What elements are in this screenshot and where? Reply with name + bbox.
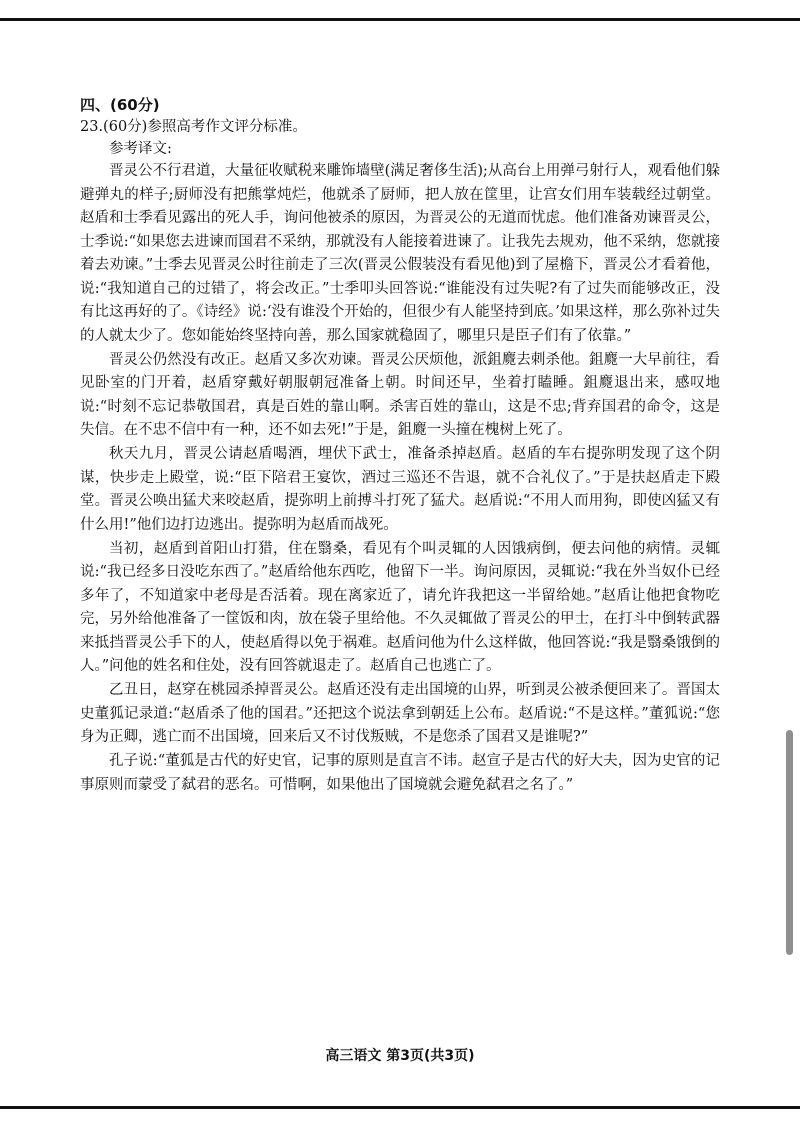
reference-translation-label: 参考译文: <box>109 141 172 157</box>
vertical-scrollbar-thumb[interactable] <box>786 730 793 955</box>
paragraph-6: 孔子说:“董狐是古代的好史官，记事的原则是直言不讳。赵宣子是古代的好大夫，因为史官的记事原则而蒙受了弑君的恶名。可惜啊，如果他出了国境就会避免弑君之名了。” <box>80 753 720 793</box>
section-heading: 四、(60分) <box>80 96 160 114</box>
bottom-border-rule <box>0 1106 800 1109</box>
paragraph-3: 秋天九月，晋灵公请赵盾喝酒，埋伏下武士，准备杀掉赵盾。赵盾的车右提弥明发现了这个阴谋，快步走上殿堂，说:“臣下陪君王宴饮，酒过三巡还不告退，就不合礼仪了。”于是扶赵盾走下殿堂。晋灵公唤出猛犬来咬赵盾，提弥明上前搏斗打死了猛犬。赵盾说:“不用人而用狗，即使凶猛又有什么用!”他们边打边逃出。提弥明为赵盾而战死。 <box>80 446 720 533</box>
paragraph-2: 晋灵公仍然没有改正。赵盾又多次劝谏。晋灵公厌烦他，派鉏麑去刺杀他。鉏麑一大早前往，看见卧室的门开着，赵盾穿戴好朝服朝冠准备上朝。时间还早，坐着打瞌睡。鉏麑退出来，感叹地说:“时刻不忘记恭敬国君，真是百姓的靠山啊。杀害百姓的靠山，这是不忠;背弃国君的命令，这是失信。在不忠不信中有一种，还不如去死!”于是，鉏麑一头撞在槐树上死了。 <box>80 351 720 438</box>
paragraph-4: 当初，赵盾到首阳山打猎，住在翳桑，看见有个叫灵辄的人因饿病倒，便去问他的病情。灵辄说:“我已经多日没吃东西了。”赵盾给他东西吃，他留下一半。询问原因，灵辄说:“我在外当奴仆已经多年了，不知道家中老母是否活着。现在离家近了，请允许我把这一半留给她。”赵盾让他把食物吃完，另外给他准备了一筐饭和肉，放在袋子里给他。不久灵辄做了晋灵公的甲士，在打斗中倒转武器来抵挡晋灵公手下的人，使赵盾得以免于祸难。赵盾问他为什么这样做，他回答说:“我是翳桑饿倒的人。”问他的姓名和住处，没有回答就退走了。赵盾自己也逃亡了。 <box>80 540 720 674</box>
top-border-rule <box>0 18 800 21</box>
question-23-line: 23.(60分)参照高考作文评分标准。 <box>80 119 307 135</box>
paragraph-1: 晋灵公不行君道，大量征收赋税来雕饰墙壁(满足奢侈生活);从高台上用弹弓射行人，观看他们躲避弹丸的样子;厨师没有把熊掌炖烂，他就杀了厨师，把人放在筐里，让宫女们用车装载经过朝堂。赵盾和士季看见露出的死人手，询问他被杀的原因，为晋灵公的无道而忧虑。他们准备劝谏晋灵公，士季说:“如果您去进谏而国君不采纳，那就没有人能接着进谏了。让我先去规劝，他不采纳，您就接着去劝谏。”士季去见晋灵公时往前走了三次(晋灵公假装没有看见他)到了屋檐下，晋灵公才看着他，说:“我知道自己的过错了，将会改正。”士季叩头回答说:“谁能没有过失呢?有了过失而能够改正，没有比这再好的了。《诗经》说:‘没有谁没个开始的，但很少有人能坚持到底。’如果这样，那么弥补过失的人就太少了。您如能始终坚持向善，那么国家就稳固了，哪里只是臣子们有了依靠。” <box>80 163 720 344</box>
document-body <box>80 94 720 797</box>
page-footer: 高三语文 第3页(共3页) <box>325 1048 475 1064</box>
paragraph-5: 乙丑日，赵穿在桃园杀掉晋灵公。赵盾还没有走出国境的山界，听到灵公被杀便回来了。晋国太史董狐记录道:“赵盾杀了他的国君。”还把这个说法拿到朝廷上公布。赵盾说:“不是这样。”董狐说:“您身为正卿，逃亡而不出国境，回来后又不讨伐叛贼，不是您杀了国君又是谁呢?” <box>80 682 720 745</box>
